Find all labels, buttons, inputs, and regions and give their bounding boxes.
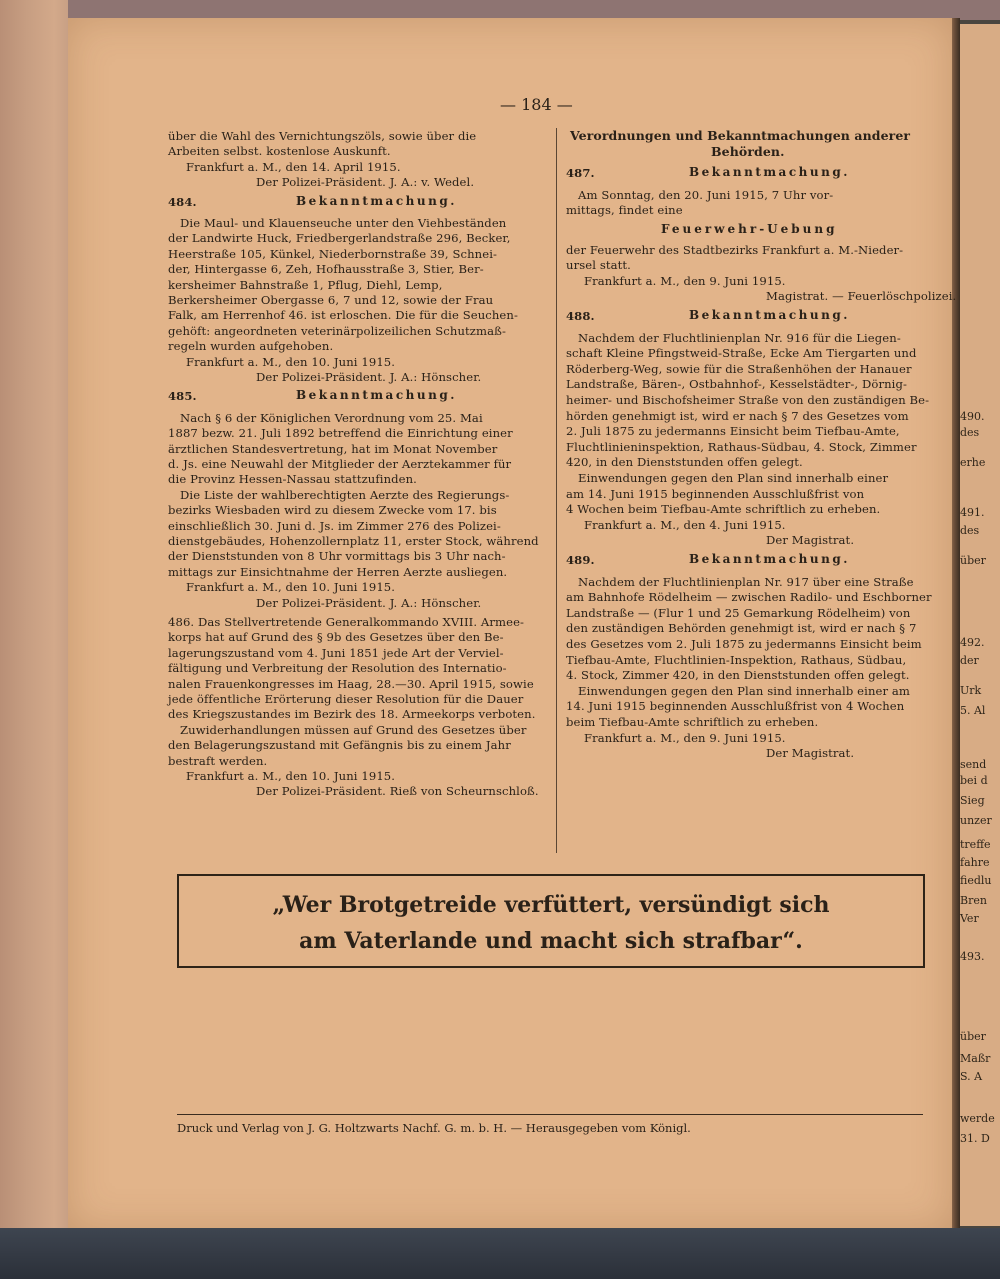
text-line: Frankfurt a. M., den 9. Juni 1915. — [584, 730, 786, 745]
text-line: Röderberg-Weg, sowie für die Straßenhöhen der Hanauer — [566, 361, 912, 376]
facing-page-fragment: über — [960, 1030, 986, 1043]
text-line: d. Js. eine Neuwahl der Mitglieder der Aerztekammer für — [168, 457, 512, 471]
text-line: beim Tiefbau-Amte schriftlich zu erheben. — [566, 715, 819, 729]
text-line: Der Polizei-Präsident. J. A.: Hönscher. — [256, 595, 482, 610]
text-line: nalen Frauenkongresses im Haag, 28.—30. April 1915, sowie — [168, 676, 534, 691]
facing-page-fragment: erhe — [960, 456, 986, 469]
facing-page-fragment: bei d — [960, 774, 988, 787]
text-line: Tiefbau-Amte, Fluchtlinien-Inspektion, Rathaus, Südbau, — [566, 652, 907, 667]
text-line: Frankfurt a. M., den 9. Juni 1915. — [584, 273, 786, 288]
notice-number: 488. — [566, 309, 595, 323]
facing-page-fragment: 5. Al — [960, 704, 986, 717]
text-line: Heerstraße 105, Künkel, Niederbornstraße 39, Schnei- — [168, 246, 498, 261]
facing-page-fragment: werde — [960, 1112, 995, 1125]
text-line: Die Maul- und Klauenseuche unter den Viehbeständen — [180, 216, 507, 230]
text-line: bezirks Wiesbaden wird zu diesem Zwecke vom 17. bis — [168, 503, 497, 518]
text-line: den zuständigen Behörden genehmigt ist, wird er nach § 7 — [566, 621, 917, 636]
text-line: Magistrat. — Feuerlöschpolizei. — [766, 289, 957, 304]
notice-heading: Bekanntmachung. — [296, 193, 457, 208]
publisher-footer: Druck und Verlag von J. G. Holtzwarts Nachf. G. m. b. H. — Herausgegeben vom Königl. — [177, 1121, 691, 1135]
column-divider — [556, 128, 557, 853]
facing-page-fragment: treffe — [960, 838, 991, 851]
text-line: Der Polizei-Präsident. Rieß von Scheurnschloß. — [256, 784, 539, 799]
facing-page-fragment: S. A — [960, 1070, 983, 1083]
notice-heading: Bekanntmachung. — [689, 308, 850, 322]
facing-page — [955, 24, 1000, 1226]
text-line: Die Liste der wahlberechtigten Aerzte des Regierungs- — [180, 487, 510, 502]
text-line: Der Magistrat. — [766, 746, 855, 761]
text-line: Frankfurt a. M., den 14. April 1915. — [186, 159, 401, 174]
text-line: regeln wurden aufgehoben. — [168, 339, 334, 354]
text-line: den Belagerungszustand mit Gefängnis bis zu einem Jahr — [168, 738, 511, 753]
text-line: der Landwirte Huck, Friedbergerlandstraße 296, Becker, — [168, 231, 511, 246]
text-line: Einwendungen gegen den Plan sind innerhalb einer — [578, 471, 889, 485]
text-line: Frankfurt a. M., den 10. Juni 1915. — [186, 769, 396, 783]
text-line: der Feuerwehr des Stadtbezirks Frankfurt a. M.-Nieder- — [566, 242, 904, 257]
text-line: kersheimer Bahnstraße 1, Pflug, Diehl, Lemp, — [168, 277, 443, 292]
text-line: 1887 bezw. 21. Juli 1892 betreffend die Einrichtung einer — [168, 426, 513, 441]
text-line: Nachdem der Fluchtlinienplan Nr. 917 über eine Straße — [578, 574, 914, 589]
text-line: korps hat auf Grund des § 9b des Gesetzes über den Be- — [168, 630, 504, 645]
text-line: jede öffentliche Erörterung dieser Resolution für die Dauer — [168, 692, 524, 706]
text-line: ursel statt. — [566, 258, 631, 273]
facing-page-fragment: fahre — [960, 856, 990, 869]
notice-heading: Bekanntmachung. — [689, 552, 850, 566]
text-line: Der Magistrat. — [766, 533, 855, 548]
book-cover-top — [0, 0, 1000, 20]
text-line: des Kriegszustandes im Bezirk des 18. Armeekorps verboten. — [168, 707, 536, 722]
text-line: Arbeiten selbst. kostenlose Auskunft. — [168, 144, 391, 159]
notice-number: 489. — [566, 553, 595, 567]
text-line: Fluchtlinieninspektion, Rathaus-Südbau, 4. Stock, Zimmer — [566, 439, 917, 454]
text-line: Nach § 6 der Königlichen Verordnung vom 25. Mai — [180, 410, 483, 425]
facing-page-fragment: des — [960, 524, 980, 537]
text-line: hörden genehmigt ist, wird er nach § 7 des Gesetzes vom — [566, 408, 909, 423]
facing-page-fragment: des — [960, 426, 980, 439]
text-line: Der Polizei-Präsident. J. A.: Hönscher. — [256, 370, 482, 384]
text-line: am 14. Juni 1915 beginnenden Ausschlußfrist von — [566, 486, 865, 501]
boxed-notice — [177, 874, 925, 968]
facing-page-fragment: unzer — [960, 814, 992, 827]
text-line: Frankfurt a. M., den 10. Juni 1915. — [186, 580, 396, 595]
facing-page-fragment: der — [960, 654, 979, 667]
text-line: heimer- und Bischofsheimer Straße von den zuständigen Be- — [566, 393, 930, 407]
text-line: Der Polizei-Präsident. J. A.: v. Wedel. — [256, 175, 475, 190]
text-line: Zuwiderhandlungen müssen auf Grund des Gesetzes über — [180, 722, 527, 737]
facing-page-fragment: über — [960, 554, 986, 567]
boxed-notice-line-2: am Vaterlande und macht sich strafbar“. — [299, 928, 803, 954]
boxed-notice-line-1: „Wer Brotgetreide verfüttert, versündigt sich — [272, 892, 830, 918]
text-line: 2. Juli 1875 zu jedermanns Einsicht beim Tiefbau-Amte, — [566, 424, 900, 439]
text-line: Einwendungen gegen den Plan sind innerhalb einer am — [578, 683, 911, 698]
text-line: Berkersheimer Obergasse 6, 7 und 12, sowie der Frau — [168, 293, 494, 307]
text-line: dienstgebäudes, Hohenzollernplatz 11, erster Stock, während — [168, 534, 539, 548]
notice-heading: Bekanntmachung. — [689, 165, 850, 180]
text-line: einschließlich 30. Juni d. Js. im Zimmer 276 des Polizei- — [168, 518, 501, 533]
text-line: 420, in den Dienststunden offen gelegt. — [566, 455, 803, 470]
text-line: fältigung und Verbreitung der Resolution des Internatio- — [168, 661, 507, 676]
facing-page-fragment: Sieg — [960, 794, 985, 807]
text-line: mittags, findet eine — [566, 203, 683, 218]
notice-number: 487. — [566, 166, 595, 181]
book-cover-bottom — [0, 1228, 1000, 1279]
facing-page-fragment: 490. — [960, 410, 985, 423]
text-line: des Gesetzes vom 2. Juli 1875 zu jedermanns Einsicht beim — [566, 637, 922, 651]
facing-page-fragment: Maßr — [960, 1052, 991, 1065]
notice-number: 485. — [168, 389, 197, 404]
text-line: die Provinz Hessen-Nassau stattzufinden. — [168, 472, 417, 487]
page-number: — 184 — — [500, 95, 573, 114]
facing-page-fragment: send — [960, 758, 987, 771]
text-line: Frankfurt a. M., den 4. Juni 1915. — [584, 517, 786, 532]
text-line: bestraft werden. — [168, 753, 268, 768]
footer-rule — [177, 1114, 923, 1115]
notice-subheading: Feuerwehr-Uebung — [661, 222, 838, 236]
facing-page-fragment: 491. — [960, 506, 985, 519]
text-line: schaft Kleine Pfingstweid-Straße, Ecke Am Tiergarten und — [566, 346, 917, 361]
text-line: Landstraße, Bären-, Ostbahnhof-, Kesselstädter-, Dörnig- — [566, 377, 908, 392]
facing-page-fragment: Urk — [960, 684, 982, 697]
notice-number: 484. — [168, 194, 197, 209]
text-line: am Bahnhofe Rödelheim — zwischen Radilo- und Eschborner — [566, 590, 932, 605]
text-line: Am Sonntag, den 20. Juni 1915, 7 Uhr vor- — [578, 187, 834, 202]
text-line: mittags zur Einsichtnahme der Herren Aerzte ausliegen. — [168, 564, 508, 579]
facing-page-fragment: 31. D — [960, 1132, 990, 1145]
section-title: Verordnungen und Bekanntmachungen anderer — [570, 128, 911, 143]
text-line: 4. Stock, Zimmer 420, in den Dienststunden offen gelegt. — [566, 668, 910, 683]
text-line: Frankfurt a. M., den 10. Juni 1915. — [186, 354, 396, 369]
text-line: 4 Wochen beim Tiefbau-Amte schriftlich zu erheben. — [566, 502, 881, 517]
text-line: ärztlichen Standesvertretung, hat im Monat November — [168, 441, 498, 456]
facing-page-fragment: Ver — [960, 912, 979, 925]
facing-page-fragment: Bren — [960, 894, 987, 907]
text-line: der Dienststunden von 8 Uhr vormittags bis 3 Uhr nach- — [168, 549, 506, 564]
facing-page-fragment: fiedlu — [960, 874, 992, 887]
section-title: Behörden. — [711, 143, 785, 159]
text-line: Falk, am Herrenhof 46. ist erloschen. Die für die Seuchen- — [168, 308, 518, 323]
notice-heading: Bekanntmachung. — [296, 388, 457, 403]
text-line: über die Wahl des Vernichtungszöls, sowie über die — [168, 129, 477, 143]
facing-page-fragment: 492. — [960, 636, 985, 649]
text-line: der, Hintergasse 6, Zeh, Hofhausstraße 3, Stier, Ber- — [168, 262, 484, 277]
text-line: gehöft: angeordneten veterinärpolizeilichen Schutzmaß- — [168, 323, 506, 338]
text-line: Landstraße — (Flur 1 und 25 Gemarkung Rödelheim) von — [566, 605, 911, 620]
text-line: lagerungszustand vom 4. Juni 1851 jede Art der Verviel- — [168, 645, 504, 660]
book-binding — [0, 0, 68, 1279]
facing-page-fragment: 493. — [960, 950, 985, 963]
text-line: 486. Das Stellvertretende Generalkommando XVIII. Armee- — [168, 615, 525, 629]
text-line: 14. Juni 1915 beginnenden Ausschlußfrist von 4 Wochen — [566, 699, 905, 714]
text-line: Nachdem der Fluchtlinienplan Nr. 916 für die Liegen- — [578, 330, 901, 345]
